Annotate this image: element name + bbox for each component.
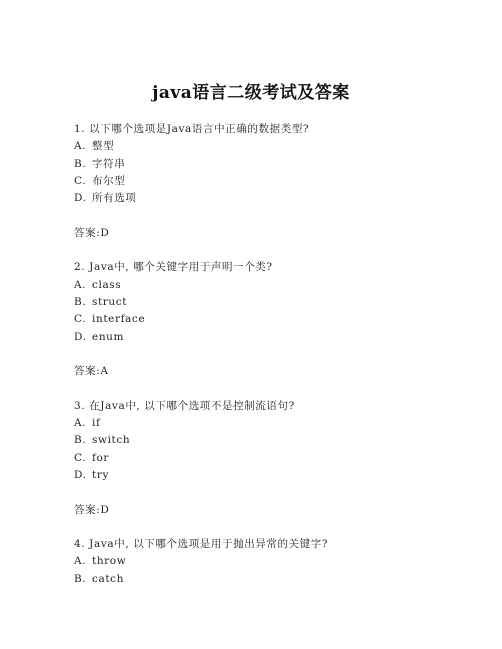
option-d (74, 467, 474, 484)
option-letter: B. (74, 157, 87, 170)
question-stem: 2. Java中, 哪个关键字用于声明一个类? (74, 261, 273, 274)
option-text: 整型 (92, 140, 115, 153)
document-title: java语言二级考试及答案 (152, 83, 350, 103)
option-c (74, 173, 474, 190)
spacer (74, 484, 474, 501)
option-text: try (92, 468, 109, 481)
option-letter: C. (74, 313, 87, 326)
option-d (74, 329, 474, 346)
option-letter: A. (74, 417, 87, 430)
answer-line: 答案:D (74, 226, 110, 239)
answer-line: 答案:D (74, 503, 110, 516)
option-text: 所有选项 (92, 192, 137, 205)
option-letter: A. (74, 278, 87, 291)
option-b (74, 571, 474, 588)
option-text: struct (92, 295, 128, 308)
option-c (74, 450, 474, 467)
spacer (74, 346, 474, 363)
spacer (74, 380, 474, 397)
option-c (74, 311, 474, 328)
option-text: 布尔型 (92, 174, 126, 187)
question-list (74, 121, 474, 588)
question-stem: 3. 在Java中, 以下哪个选项不是控制流语句? (74, 399, 295, 412)
option-b (74, 432, 474, 449)
option-letter: D. (74, 330, 87, 343)
option-letter: C. (74, 174, 87, 187)
option-a (74, 415, 474, 432)
option-a (74, 553, 474, 570)
option-letter: D. (74, 468, 87, 481)
option-text: interface (92, 313, 146, 326)
question-stem: 1. 以下哪个选项是Java语言中正确的数据类型? (74, 123, 310, 135)
spacer (74, 242, 474, 259)
option-b (74, 156, 474, 173)
option-d (74, 190, 474, 207)
option-text: catch (92, 572, 125, 585)
option-letter: B. (74, 434, 87, 447)
option-letter: A. (74, 140, 87, 153)
option-text: switch (92, 434, 131, 447)
question-stem: 4. Java中, 以下哪个选项是用于抛出异常的关键字? (74, 538, 329, 551)
option-text: class (92, 278, 122, 291)
option-letter: C. (74, 451, 87, 464)
option-b (74, 294, 474, 311)
answer-line: 答案:A (74, 365, 109, 378)
option-text: enum (92, 330, 125, 343)
option-letter: B. (74, 572, 87, 585)
option-letter: A. (74, 555, 87, 568)
option-text: 字符串 (92, 157, 126, 170)
option-letter: B. (74, 295, 87, 308)
option-text: if (92, 417, 101, 430)
option-text: for (92, 451, 110, 464)
option-a (74, 138, 474, 155)
option-text: throw (92, 555, 127, 568)
spacer (74, 519, 474, 536)
option-letter: D. (74, 192, 87, 205)
option-a (74, 277, 474, 294)
spacer (74, 207, 474, 224)
